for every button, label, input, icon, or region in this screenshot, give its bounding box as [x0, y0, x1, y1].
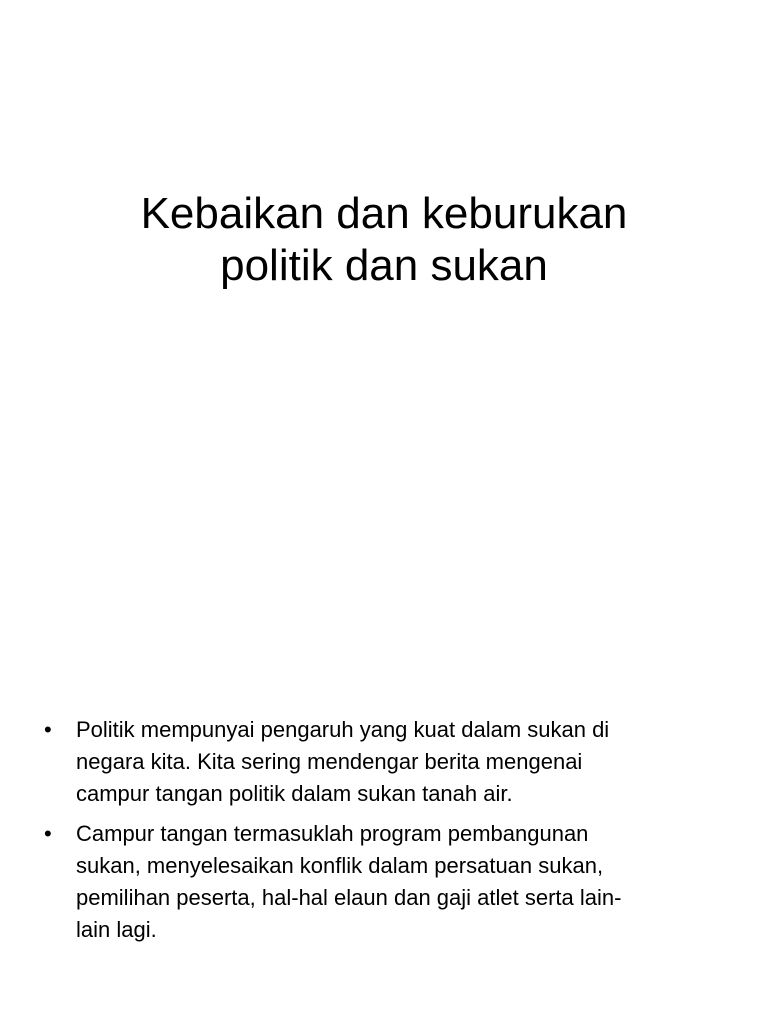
bullet-item	[40, 818, 730, 946]
slide-title	[40, 188, 728, 292]
bullet-text-line: Politik mempunyai pengaruh yang kuat dalam sukan di	[76, 717, 610, 742]
bullet-text-line: sukan, menyelesaikan konflik dalam persatuan sukan,	[76, 853, 604, 878]
bullet-item	[40, 714, 730, 810]
bullet-text-line: lain lagi.	[76, 917, 157, 942]
title-line: Kebaikan dan keburukan	[140, 189, 628, 238]
bullet-list	[40, 714, 730, 954]
bullet-icon: •	[44, 717, 52, 742]
bullet-icon: •	[44, 821, 52, 846]
bullet-text-line: negara kita. Kita sering mendengar berita mengenai	[76, 749, 583, 774]
bullet-text-line: Campur tangan termasuklah program pembangunan	[76, 821, 589, 846]
bullet-text-line: campur tangan politik dalam sukan tanah air.	[76, 781, 513, 806]
bullet-text-line: pemilihan peserta, hal-hal elaun dan gaji atlet serta lain-	[76, 885, 622, 910]
title-line: politik dan sukan	[220, 241, 548, 290]
